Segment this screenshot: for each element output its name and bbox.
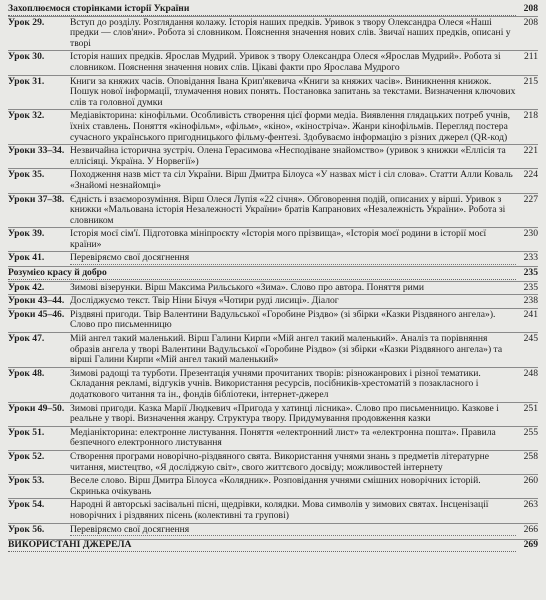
lesson-text: Медіавікторина: кінофільми. Особливість створення цієї форми медіа. Виявлення глядацьких потреб учнів, їхніх ставлень. Поняття «кінофільм», «фільм», «кіно», «кіностріча». Жанри кінофільмів. Перегляд постера сучасного українського пригодницького фільму-фентезі. Здобуваємо інформацію з різних джерел (QR-код) [70, 110, 511, 143]
lesson-text: Зимові візерунки. Вірш Максима Рильського «Зима». Слово про автора. Поняття рими [70, 281, 424, 293]
lesson-text: Різдвяні пригоди. Твір Валентини Вадульської «Горобине Різдво» (зі збірки «Казки Різдвяного ангела»). Слово про письменницю [70, 308, 496, 331]
toc-entry[interactable] [8, 474, 538, 498]
lesson-label: Урок 56. [8, 523, 45, 535]
toc-entry[interactable] [8, 50, 538, 74]
lesson-label: Урок 47. [8, 333, 45, 345]
lesson-text: Досліджуємо текст. Твір Ніни Бічуя «Чотири руді лисиці». Діалог [70, 295, 339, 307]
lesson-page: 260 [523, 475, 538, 487]
lesson-text: Перевіряємо свої досягнення [70, 525, 516, 537]
lesson-label: Урок 30. [8, 51, 45, 63]
sources-page: 269 [523, 539, 538, 551]
lesson-page: 263 [523, 499, 538, 511]
section-page: 235 [523, 267, 538, 279]
lesson-label: Уроки 49–50. [8, 402, 65, 414]
section-heading [8, 4, 538, 16]
lesson-text: Зимові пригоди. Казка Марії Людкевич «Пригода у хатинці лісника». Слово про письменницю. Казкове і реальне у творі. Визначення жанру. Структура твору. Придумування продовження казки [70, 402, 499, 425]
lesson-label: Урок 52. [8, 450, 45, 462]
lesson-page: 255 [523, 426, 538, 438]
lesson-text: Історія наших предків. Ярослав Мудрий. Уривок з твору Олександра Олеся «Ярослав Мудрий». Робота зі словником. Пояснення значення нових слів. Цікаві факти про Ярослава Мудрого [70, 51, 501, 73]
toc-entry[interactable] [8, 450, 538, 474]
lesson-label: Урок 53. [8, 475, 45, 487]
lesson-text: Історія моєї сім'ї. Підготовка мініпроєкту «Історія мого прізвища», «Історія моєї родини в історії моєї країни» [70, 228, 487, 250]
lesson-text: Медіанікторина: електронне листування. Поняття «електронний лист» та «електронна пошта». Правила безпечного електронного листування [70, 426, 496, 449]
toc-entry[interactable] [8, 367, 538, 402]
toc-entry[interactable] [8, 402, 538, 426]
lesson-page: 245 [523, 333, 538, 345]
lesson-label: Уроки 33–34. [8, 145, 65, 157]
toc-entry[interactable] [8, 426, 538, 450]
toc-entry[interactable] [8, 75, 538, 110]
lesson-page: 208 [523, 16, 538, 28]
toc-entry[interactable] [8, 16, 538, 51]
toc-entry[interactable] [8, 308, 538, 332]
lesson-text: Походження назв міст та сіл України. Вірш Дмитра Білоуса «У назвах міст і сіл слова». Статти Алли Коваль «Знайомі незнайомці» [70, 169, 513, 191]
lesson-page: 241 [523, 308, 538, 320]
lesson-text: Незвичайна історична зустріч. Олена Герасимова «Несподіване знайомство» (уривок з книжки «Еллісія та еллісіяці. Україна. У Норвегії») [70, 145, 506, 167]
lesson-page: 211 [523, 51, 538, 63]
lesson-label: Урок 35. [8, 169, 45, 181]
lesson-text: Зимові радощі та турботи. Презентація учнями прочитаних творів: різножанрових і різної тематики. Складання рекламі, відгуків учнів. Використання ресурсів, посібників-хрестоматій з позакласного і додаткового читання та ін., фондів бібліотеки, інтернет-джерел [70, 367, 481, 400]
sources-title: ВИКОРИСТАНІ ДЖЕРЕЛА [8, 540, 516, 552]
lesson-page: 238 [523, 295, 538, 307]
lesson-text: Книги за княжих часів. Оповідання Івана Крип'якевича «Книги за княжих часів». Виникнення книжок. Пошук нової інформації, тлумачення нових понять. Постановка запитань за текстами. Визначення ключових слів та головної думки [70, 75, 516, 108]
lesson-page: 233 [523, 252, 538, 264]
section-page: 208 [523, 3, 538, 14]
toc-entry[interactable] [8, 523, 538, 538]
lesson-text: Єдність і взаєморозуміння. Вірш Олеся Лупія «22 січня». Обговорення подій, описаних у вірші. Уривок з книжки «Мальована історія Незалежності України» братів Капранових «Незалежність України». Робота зі словником [70, 193, 506, 226]
lesson-page: 221 [523, 145, 538, 157]
lesson-text: Вступ до розділу. Розглядання колажу. Історія наших предків. Уривок з твору Олександра Олеся «Наші предки — слов'яни». Робота зі словником. Пояснення значення нових слів. Звичаї наших предків, описані у творі [70, 16, 511, 49]
lesson-label: Урок 48. [8, 367, 45, 379]
toc-entry[interactable] [8, 144, 538, 168]
lesson-label: Урок 32. [8, 110, 45, 122]
lesson-text: Веселе слово. Вірш Дмитра Білоуса «Колядник». Розповідання учнями смішних новорічних історій. Скринька очікувань [70, 475, 481, 497]
toc-entry[interactable] [8, 498, 538, 522]
lesson-label: Урок 39. [8, 228, 45, 240]
toc-entry[interactable] [8, 332, 538, 367]
lesson-page: 266 [523, 523, 538, 535]
toc-entry[interactable] [8, 251, 538, 266]
lesson-label: Урок 42. [8, 281, 45, 293]
lesson-text: Перевіряємо свої досягнення [70, 253, 516, 265]
lesson-label: Урок 41. [8, 252, 45, 264]
section-title: Розумієо красу й добро [8, 268, 516, 280]
lesson-page: 251 [523, 402, 538, 414]
section-heading [8, 266, 538, 281]
lesson-label: Урок 29. [8, 16, 45, 28]
lesson-text: Створення програми новорічно-різдвяного свята. Використання учнями знань з предметів літературне читання, мистецтво, «Я досліджую світ», свого життєвого досвіду; можливостей інтернету [70, 450, 490, 473]
toc-entry[interactable] [8, 281, 538, 295]
toc-entry[interactable] [8, 193, 538, 228]
lesson-page: 218 [523, 110, 538, 122]
section-title: Захоплюємося сторінками історії України [8, 4, 516, 16]
lesson-page: 248 [523, 367, 538, 379]
lesson-text: Мій ангел такий маленький. Вірш Галини Кирпи «Мій ангел такий маленький». Аналіз та порівняння образів ангела у творі Валентини Вадульської «Горобине Різдво» (зі збірки «Казки Різдвяного ангела») та вірші Галини Кирпи «Мій ангел такий маленький» [70, 333, 503, 366]
toc-entry[interactable] [8, 109, 538, 144]
lesson-page: 258 [523, 450, 538, 462]
toc-entry[interactable] [8, 294, 538, 308]
sources-heading[interactable] [8, 539, 538, 552]
lesson-label: Урок 31. [8, 75, 45, 87]
toc-entry[interactable] [8, 227, 538, 251]
lesson-label: Урок 54. [8, 499, 45, 511]
lesson-page: 227 [523, 193, 538, 205]
lesson-label: Уроки 37–38. [8, 193, 65, 205]
lesson-page: 230 [523, 228, 538, 240]
lesson-page: 235 [523, 281, 538, 293]
lesson-text: Народні й авторські засівальні пісні, щедрівки, колядки. Мова символів у зимових святах. Інсценізації новорічних і різдвяних пісень (колективні та групові) [70, 499, 489, 521]
lesson-label: Уроки 45–46. [8, 308, 65, 320]
lesson-label: Урок 51. [8, 426, 45, 438]
lesson-page: 224 [523, 169, 538, 181]
toc-entry[interactable] [8, 168, 538, 192]
lesson-label: Уроки 43–44. [8, 295, 65, 307]
lesson-page: 215 [523, 75, 538, 87]
